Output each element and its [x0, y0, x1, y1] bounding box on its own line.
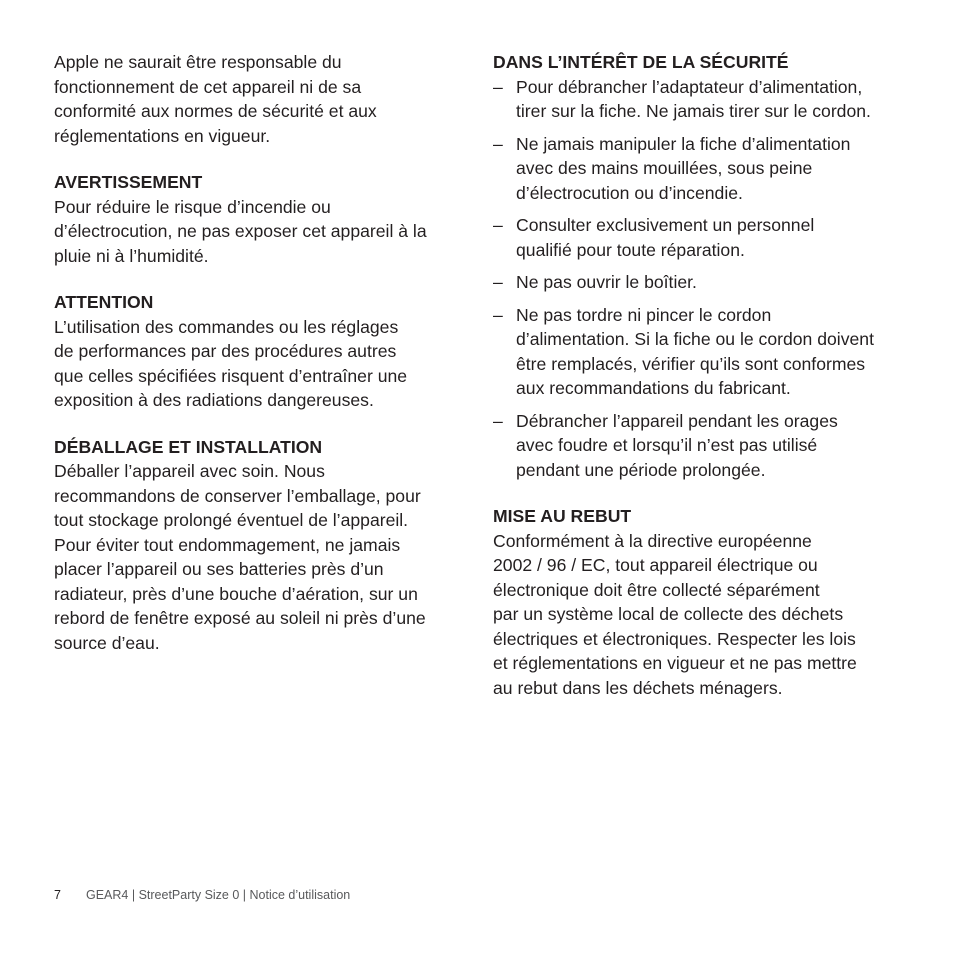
text-line: tout stockage prolongé éventuel de l’appareil.	[54, 510, 409, 530]
text-line: Apple ne saurait être responsable du	[54, 52, 342, 72]
text-line: source d’eau.	[54, 632, 160, 653]
dash-bullet: –	[493, 410, 503, 431]
safety-section	[493, 50, 913, 482]
text-line: avec foudre et lorsqu’il n’est pas utilisé	[516, 435, 818, 455]
list-item	[493, 303, 913, 401]
text-line: électriques et électroniques. Respecter les lois	[493, 628, 856, 649]
list-item	[493, 75, 913, 124]
text-line: pendant une période prolongée.	[516, 459, 766, 480]
section-heading: DANS L’INTÉRÊT DE LA SÉCURITÉ	[493, 52, 789, 72]
text-line: Débrancher l’appareil pendant les orages	[516, 410, 838, 431]
text-line: Pour réduire le risque d’incendie ou	[54, 196, 331, 217]
text-line: rebord de fenêtre exposé au soleil ni près d’une	[54, 608, 426, 628]
text-line: Ne pas ouvrir le boîtier.	[516, 272, 697, 292]
text-line: et réglementations en vigueur et ne pas mettre	[493, 653, 857, 673]
dash-bullet: –	[493, 304, 503, 325]
text-line: réglementations en vigueur.	[54, 125, 271, 146]
text-line: que celles spécifiées risquent d’entraîner une	[54, 365, 408, 386]
text-line: conformité aux normes de sécurité et aux	[54, 101, 377, 121]
text-line: pluie ni à l’humidité.	[54, 245, 209, 266]
text-line: Pour éviter tout endommagement, ne jamais	[54, 534, 401, 555]
section-heading: DÉBALLAGE ET INSTALLATION	[54, 436, 323, 457]
text-line: avec des mains mouillées, sous peine	[516, 158, 813, 178]
unpacking-section	[54, 435, 464, 656]
right-column	[493, 50, 913, 700]
section-heading: MISE AU REBUT	[493, 506, 632, 526]
page-number: 7	[54, 888, 61, 902]
text-line: Ne jamais manipuler la fiche d’alimentation	[516, 133, 851, 154]
text-line: au rebut dans les déchets ménagers.	[493, 677, 783, 698]
text-line: L’utilisation des commandes ou les réglages	[54, 316, 399, 337]
list-item	[493, 132, 913, 206]
text-line: électronique doit être collecté séparément	[493, 579, 820, 600]
text-line: d’électrocution ou d’incendie.	[516, 182, 743, 203]
text-line: aux recommandations du fabricant.	[516, 378, 791, 398]
text-line: qualifié pour toute réparation.	[516, 239, 745, 260]
text-line: être remplacés, vérifier qu’ils sont conformes	[516, 353, 866, 374]
text-line: tirer sur la fiche. Ne jamais tirer sur le cordon.	[516, 101, 871, 121]
text-line: Pour débrancher l’adaptateur d’alimentation,	[516, 76, 863, 97]
text-line: recommandons de conserver l’emballage, pour	[54, 485, 421, 506]
list-item	[493, 270, 913, 295]
section-heading: ATTENTION	[54, 292, 154, 312]
attention-section	[54, 290, 464, 413]
text-line: radiateur, près d’une bouche d’aération, sur un	[54, 583, 418, 604]
text-line: Déballer l’appareil avec soin. Nous	[54, 461, 325, 481]
text-line: par un système local de collecte des déchets	[493, 604, 844, 624]
dash-bullet: –	[493, 272, 503, 292]
text-line: exposition à des radiations dangereuses.	[54, 390, 374, 410]
dash-bullet: –	[493, 133, 503, 154]
footer-text: GEAR4 | StreetParty Size 0 | Notice d’utilisation	[86, 888, 351, 902]
text-line: Conformément à la directive européenne	[493, 530, 812, 551]
warning-section	[54, 170, 464, 268]
text-line: de performances par des procédures autres	[54, 341, 397, 361]
disposal-section	[493, 504, 913, 700]
safety-list	[493, 75, 913, 483]
intro-paragraph	[54, 50, 464, 148]
section-heading: AVERTISSEMENT	[54, 172, 203, 192]
text-line: Ne pas tordre ni pincer le cordon	[516, 304, 772, 325]
text-line: d’électrocution, ne pas exposer cet appareil à la	[54, 221, 427, 241]
left-column	[54, 50, 464, 655]
text-line: Consulter exclusivement un personnel	[516, 215, 815, 235]
text-line: 2002 / 96 / EC, tout appareil électrique ou	[493, 555, 818, 575]
dash-bullet: –	[493, 76, 503, 97]
list-item	[493, 409, 913, 483]
text-line: d’alimentation. Si la fiche ou le cordon doivent	[516, 329, 874, 349]
page-footer	[54, 886, 350, 904]
list-item	[493, 213, 913, 262]
text-line: fonctionnement de cet appareil ni de sa	[54, 76, 362, 97]
dash-bullet: –	[493, 215, 503, 235]
text-line: placer l’appareil ou ses batteries près d’un	[54, 559, 384, 579]
